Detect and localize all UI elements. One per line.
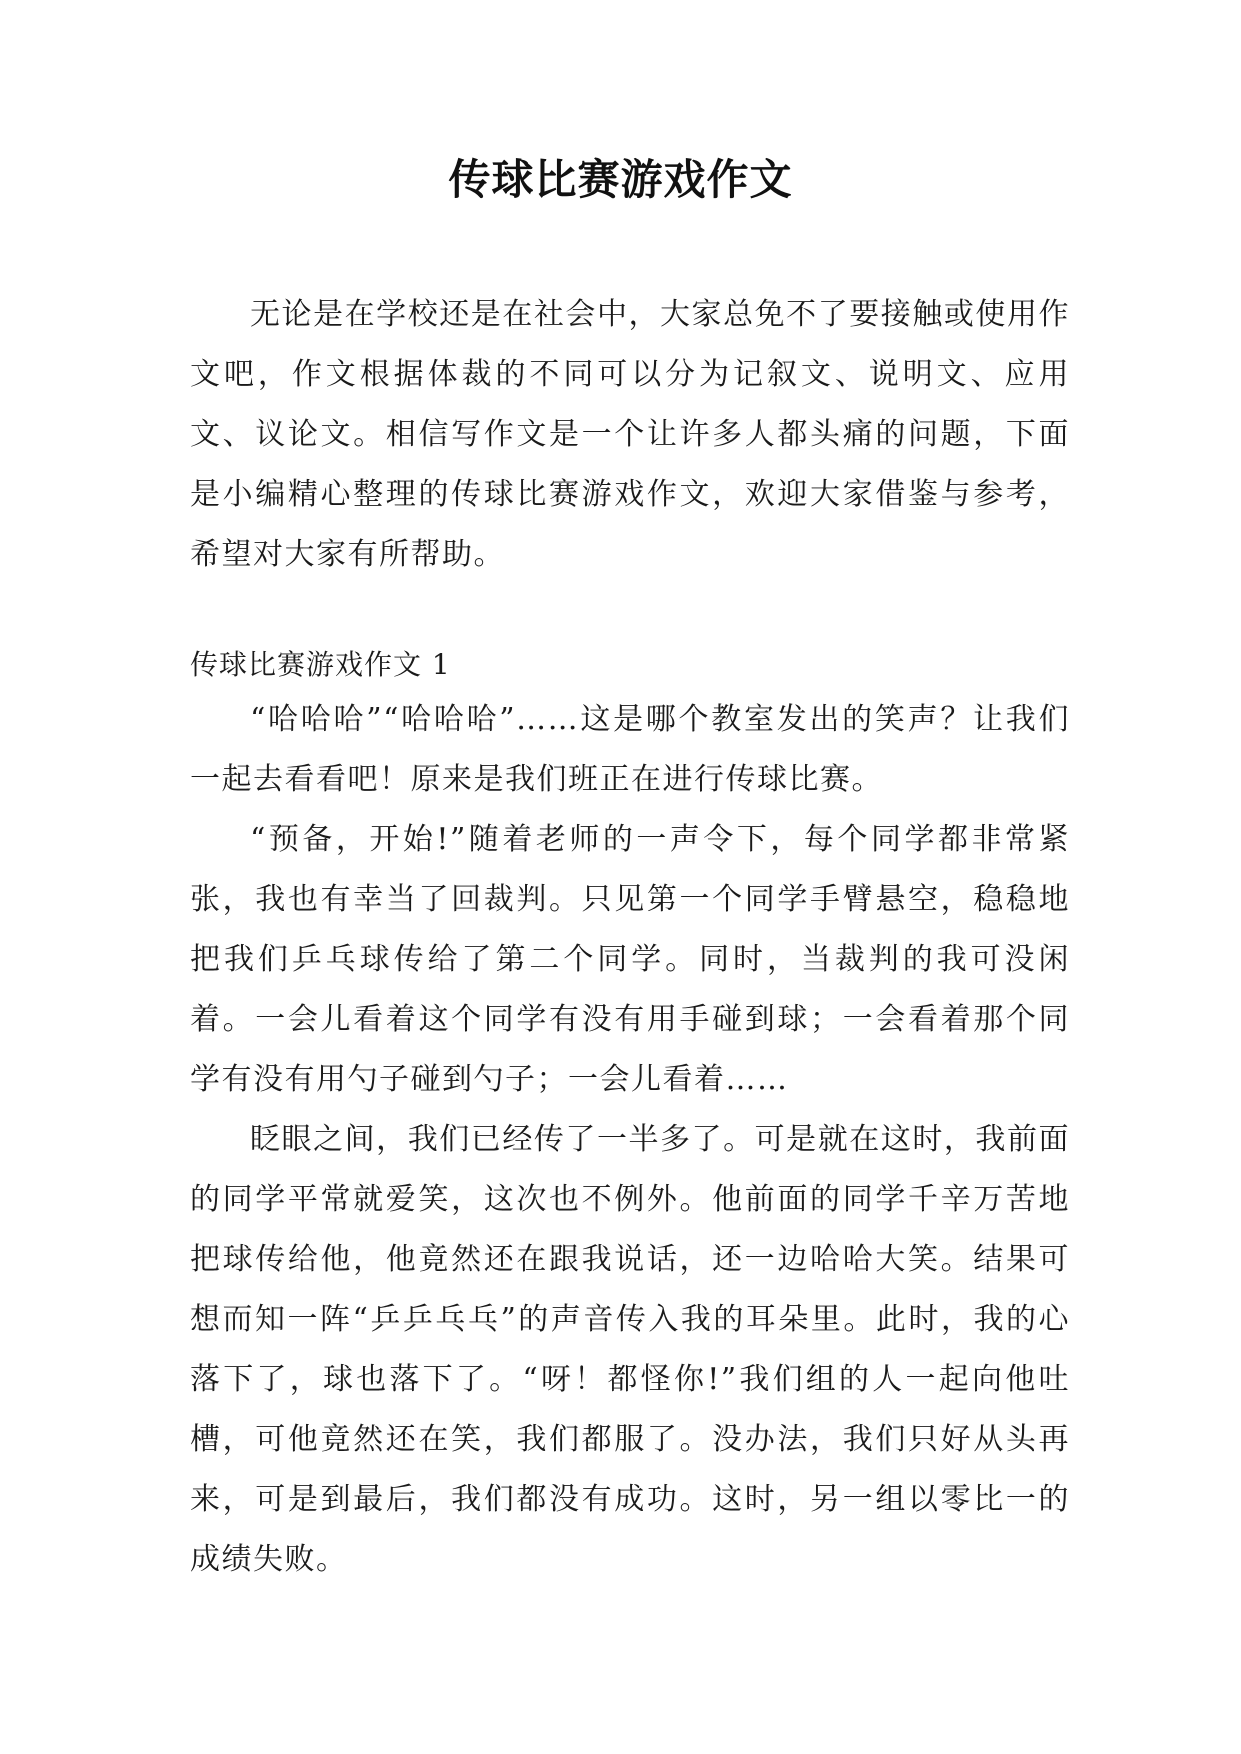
essay-paragraph-2: “预备，开始!”随着老师的一声令下，每个同学都非常紧张，我也有幸当了回裁判。只见第一个同学手臂悬空，稳稳地把我们乒乓球传给了第二个同学。同时，当裁判的我可没闲着。一会儿看着这个同学有没有用手碰到球；一会看着那个同学有没有用勺子碰到勺子；一会儿看着…… [190, 822, 1070, 1097]
section-heading: 传球比赛游戏作文 1 [190, 648, 451, 681]
intro-paragraph: 无论是在学校还是在社会中，大家总免不了要接触或使用作文吧，作文根据体裁的不同可以分为记叙文、说明文、应用文、议论文。相信写作文是一个让许多人都头痛的问题，下面是小编精心整理的传球比赛游戏作文，欢迎大家借鉴与参考，希望对大家有所帮助。 [190, 297, 1070, 572]
essay-paragraph-1: “哈哈哈”“哈哈哈”……这是哪个教室发出的笑声？让我们一起去看看吧！原来是我们班正在进行传球比赛。 [190, 702, 1070, 797]
intro-block [190, 285, 1070, 585]
page-title: 传球比赛游戏作文 [448, 155, 793, 204]
essay-paragraph-3: 眨眼之间，我们已经传了一半多了。可是就在这时，我前面的同学平常就爱笑，这次也不例外。他前面的同学千辛万苦地把球传给他，他竟然还在跟我说话，还一边哈哈大笑。结果可想而知一阵“乒乒乓乓”的声音传入我的耳朵里。此时，我的心落下了，球也落下了。“呀！都怪你!”我们组的人一起向他吐槽，可他竟然还在笑，我们都服了。没办法，我们只好从头再来，可是到最后，我们都没有成功。这时，另一组以零比一的成绩失败。 [190, 1122, 1070, 1577]
essay-body [190, 690, 1070, 1590]
